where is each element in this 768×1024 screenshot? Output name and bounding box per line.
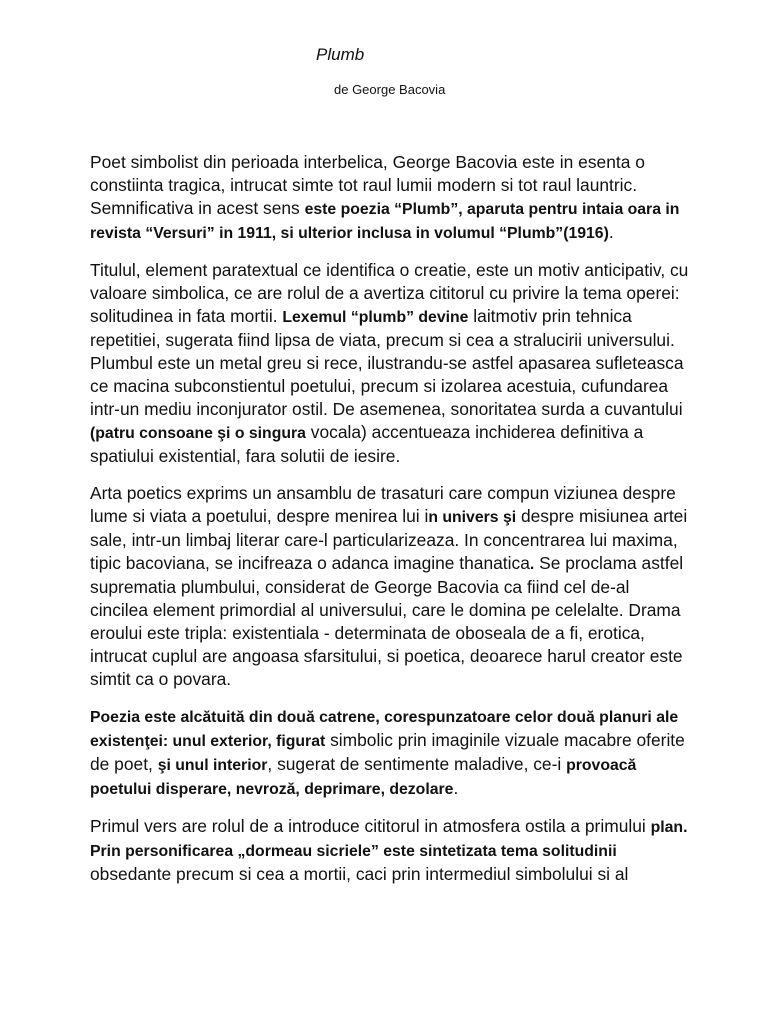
text-run: vocala) accentueaza inchiderea definitiva a spatiului existential, fara solutii de iesire. — [90, 422, 644, 466]
text-run: Arta poetics exprims un ansamblu de trasaturi care compun viziunea despre lume si viata a poetului, despre menirea lui i — [90, 483, 676, 526]
paragraph-2 — [90, 259, 690, 468]
text-run: simbolic prin imaginile vizuale macabre oferite de poet, — [90, 730, 685, 774]
text-run: Se proclama astfel suprematia plumbului, considerat de George Bacovia ca fiind cel de-al cincilea element primordial al universului, care le domina pe celelalte. Drama eroului este tripla: existentiala - determinata de oboseala de a fi, erotica, intrucat cuplul are angoasa sfarsitului, si poetica, deoarece harul creator este simtit ca o povara. — [90, 553, 684, 689]
bold-text: n univers şi — [428, 509, 517, 526]
paragraph-1 — [90, 151, 690, 245]
bold-text: . — [529, 556, 535, 573]
text-run: Primul vers are rolul de a introduce cititorul in atmosfera ostila a primului — [90, 816, 651, 836]
text-run: . — [453, 778, 459, 798]
text-run: . — [608, 222, 614, 242]
text-run: obsedante precum si cea a mortii, caci prin intermediul simbolului si al — [90, 864, 629, 884]
document-title: Plumb — [316, 45, 365, 64]
paragraph-3 — [90, 482, 690, 691]
bold-text: (patru consoane şi o singura — [90, 425, 306, 442]
document-author: de George Bacovia — [334, 82, 446, 97]
paragraph-5 — [90, 815, 690, 886]
paragraph-4 — [90, 705, 690, 801]
bold-text: Lexemul “plumb” devine — [282, 309, 469, 326]
text-run: laitmotiv prin tehnica repetitiei, sugerata fiind lipsa de viata, precum si cea a stralucirii universului. Plumbul este un metal greu si rece, ilustrandu-se astfel apasarea sufleteasca ce macina subconstientul poetului, precum si izolarea acestuia, cufundarea intr-un mediu inconjurator ostil. De asemenea, sonoritatea surda a cuvantului — [90, 306, 684, 419]
bold-text: este poezia “Plumb”, aparuta pentru intaia oara in revista “Versuri” in 1911, si ulterior inclusa in volumul “Plumb”(1916) — [90, 201, 680, 242]
document-body — [90, 151, 690, 900]
bold-text: plan. Prin personificarea „dormeau sicriele” este sintetizata tema solitudinii — [90, 819, 688, 860]
bold-text: provoacă poetului disperare, nevroză, deprimare, dezolare — [90, 757, 637, 798]
bold-text: şi unul interior — [157, 757, 268, 774]
text-run: Titulul, element paratextual ce identifica o creatie, este un motiv anticipativ, cu valoare simbolica, ce are rolul de a avertiza cititorul cu privire la tema operei: solitudinea in fata mortii. — [90, 260, 689, 326]
text-run: despre misiunea artei sale, intr-un limbaj literar care-l particularizeaza. In concentrarea lui maxima, tipic bacoviana, se incifreaza o adanca imagine thanatica — [90, 506, 688, 573]
text-run: , sugerat de sentimente maladive, ce-i — [267, 754, 567, 774]
text-run: Poet simbolist din perioada interbelica, George Bacovia este in esenta o constiinta tragica, intrucat simte tot raul lumii modern si tot raul launtric. Semnificativa in acest sens — [90, 152, 645, 218]
bold-text: Poezia este alcătuită din două catrene, corespunzatoare celor două planuri ale existenţei: unul exterior, figurat — [90, 709, 679, 750]
